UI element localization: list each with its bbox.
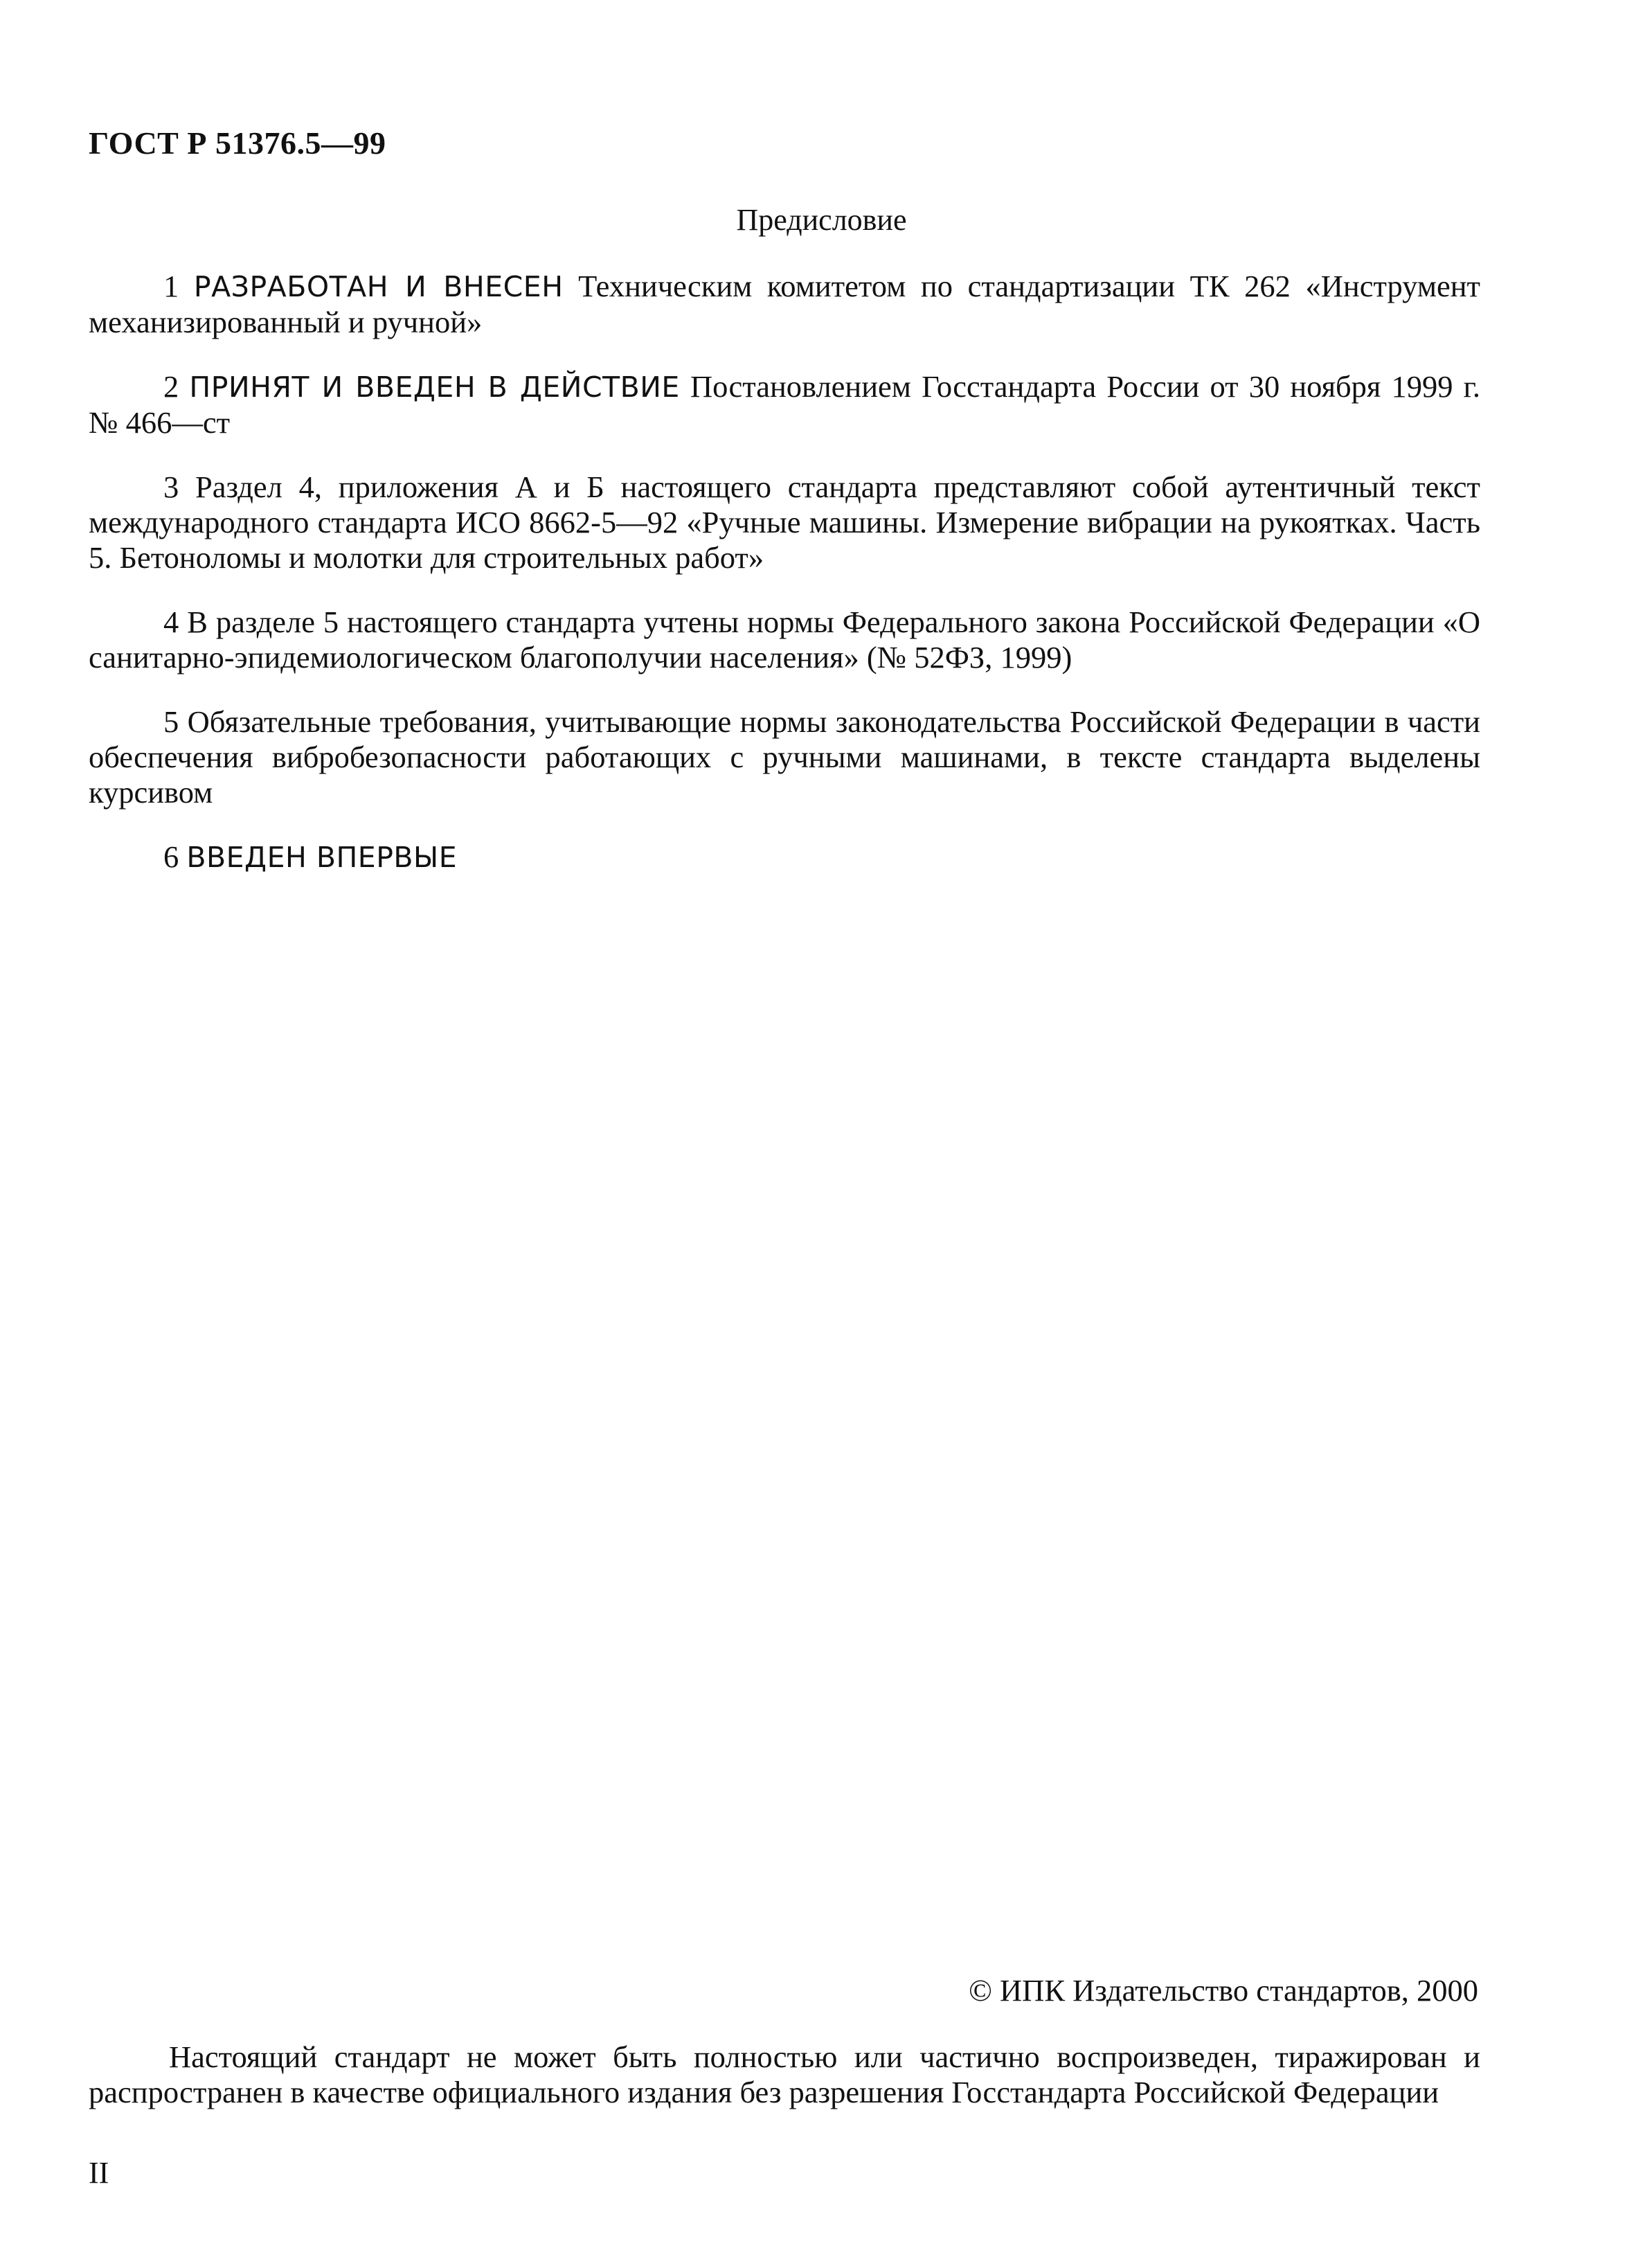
- item-text: В разделе 5 настоящего стандарта учтены нормы Федерального закона Российской Федерации «О санитарно-эпидемиологическом благополучии населения» (№ 52ФЗ, 1999): [89, 605, 1480, 675]
- reproduction-notice: Настоящий стандарт не может быть полностью или частично воспроизведен, тиражирован и распространен в качестве официального издания без разрешения Госстандарта Российской Федерации: [89, 2039, 1480, 2109]
- preface-item-4: [89, 605, 1480, 675]
- item-text: Постановлением Госстандарта России от 30 ноября 1999 г. № 466—ст: [89, 369, 1481, 440]
- copyright-line: © ИПК Издательство стандартов, 2000: [969, 1973, 1478, 2008]
- item-text: Обязательные требования, учитывающие нормы законодательства Российской Федерации в части обеспечения вибробезопасности работающих с ручными машинами, в тексте стандарта выделены курсивом: [89, 704, 1480, 810]
- document-id-header: ГОСТ Р 51376.5—99: [89, 125, 386, 161]
- item-number: 6: [163, 839, 179, 874]
- item-lead: ВВЕДЕН ВПЕРВЫЕ: [186, 841, 458, 874]
- page-number: II: [89, 2156, 109, 2190]
- item-lead: РАЗРАБОТАН И ВНЕСЕН: [193, 270, 564, 303]
- preface-item-1: [89, 269, 1480, 340]
- item-lead: ПРИНЯТ И ВВЕДЕН В ДЕЙСТВИЕ: [189, 370, 680, 404]
- item-text: Техническим комитетом по стандартизации ТК 262 «Инструмент механизированный и ручной»: [89, 269, 1480, 339]
- preface-item-2: [89, 369, 1480, 440]
- item-number: 1: [163, 269, 179, 303]
- item-text: Раздел 4, приложения А и Б настоящего стандарта представляют собой аутентичный текст международного стандарта ИСО 8662-5—92 «Ручные машины. Измерение вибрации на рукоятках. Часть 5. Бетоноломы и молотки для строительных работ»: [89, 470, 1481, 575]
- preface-item-6: [89, 839, 1480, 875]
- preface-item-3: [89, 470, 1480, 575]
- preface-title: Предисловие: [736, 203, 907, 237]
- item-number: 5: [163, 704, 179, 739]
- preface-item-5: [89, 704, 1480, 810]
- preface-items: [89, 269, 1480, 904]
- item-number: 3: [163, 470, 179, 504]
- item-number: 4: [163, 605, 179, 639]
- item-number: 2: [163, 369, 179, 404]
